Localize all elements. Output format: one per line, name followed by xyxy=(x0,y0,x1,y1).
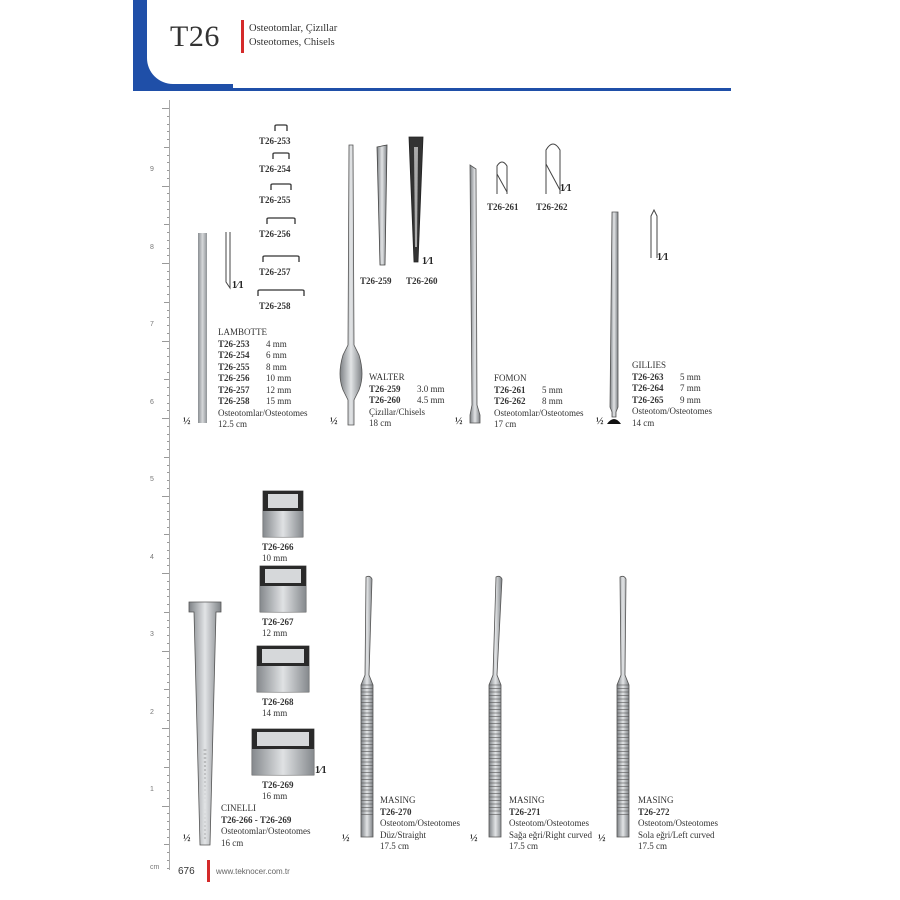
walter-row xyxy=(369,384,445,396)
scale-half-masing: ½ xyxy=(470,833,478,844)
masing-type: Osteotom/Osteotomes xyxy=(638,818,718,828)
cinelli-code: T26-266 - T26-269 xyxy=(221,814,292,825)
lambotte-row-size: 15 mm xyxy=(266,396,292,406)
lambotte-row-size: 4 mm xyxy=(266,338,287,349)
lambotte-length: 12.5 cm xyxy=(218,419,247,429)
ruler-number: 2 xyxy=(150,708,154,716)
ruler-number: 8 xyxy=(150,243,154,251)
cinelli-length: 16 cm xyxy=(221,837,244,848)
scale-one-lambotte: 1⁄1 xyxy=(232,280,244,291)
subtitle-en: Osteotomes, Chisels xyxy=(249,37,335,48)
masing-code: T26-270 xyxy=(380,806,412,817)
masing-label xyxy=(380,795,460,853)
lambotte-row-size: 10 mm xyxy=(266,373,292,383)
ruler-number: 7 xyxy=(150,321,154,328)
lambotte-row xyxy=(218,350,308,362)
ruler-number: 6 xyxy=(150,398,154,406)
page-title: T26 xyxy=(170,20,220,53)
masing-code: T26-272 xyxy=(638,806,670,817)
masing-instrument-271 xyxy=(488,575,508,845)
lambotte-tip-257 xyxy=(261,255,301,263)
walter-type: Çizıllar/Chisels xyxy=(369,406,425,417)
footer-url[interactable]: www.teknocer.com.tr xyxy=(216,867,290,876)
walter-label xyxy=(369,372,445,430)
ruler-number: 9 xyxy=(150,166,154,173)
lambotte-row xyxy=(218,385,308,397)
cinelli-label xyxy=(221,803,311,849)
lambotte-row-code: T26-256 xyxy=(218,373,250,383)
fomon-instrument xyxy=(466,165,486,427)
header-rule xyxy=(133,88,731,91)
cinelli-tip-size: 16 mm xyxy=(262,791,288,801)
fomon-row xyxy=(494,396,584,408)
lambotte-row-size: 8 mm xyxy=(266,361,287,372)
title-divider xyxy=(241,20,244,53)
masing-label xyxy=(509,795,592,853)
cinelli-tip-size: 10 mm xyxy=(262,553,288,563)
gillies-name: GILLIES xyxy=(632,360,666,370)
scale-half-masing: ½ xyxy=(598,833,606,844)
cinelli-tip-code: T26-268 xyxy=(262,697,294,707)
gillies-row-code: T26-263 xyxy=(632,371,664,382)
ruler-number: cm xyxy=(150,863,160,871)
gillies-row-size: 9 mm xyxy=(680,394,701,405)
cinelli-tip-code: T26-266 xyxy=(262,542,294,552)
masing-type: Osteotom/Osteotomes xyxy=(509,818,589,828)
walter-row xyxy=(369,395,445,407)
cinelli-tip-269 xyxy=(251,728,315,776)
masing-name: MASING xyxy=(638,795,674,805)
fomon-row-size: 8 mm xyxy=(542,396,563,406)
lambotte-tip-code: T26-256 xyxy=(259,229,291,239)
cinelli-tip-code: T26-267 xyxy=(262,617,294,627)
gillies-row-code: T26-265 xyxy=(632,394,664,405)
scale-half-cinelli: ½ xyxy=(183,833,191,844)
cinelli-tip-268 xyxy=(256,645,310,693)
gillies-row-size: 7 mm xyxy=(680,383,701,393)
masing-variant: Sola eğri/Left curved xyxy=(638,829,715,840)
lambotte-tip-253 xyxy=(273,124,289,132)
walter-tip-260 xyxy=(407,137,425,267)
lambotte-row xyxy=(218,396,308,408)
fomon-length: 17 cm xyxy=(494,419,517,429)
gillies-row xyxy=(632,383,712,395)
walter-name: WALTER xyxy=(369,372,405,382)
walter-tip-code-259: T26-259 xyxy=(360,276,392,286)
lambotte-row xyxy=(218,373,308,385)
scale-half-walter: ½ xyxy=(330,416,338,427)
masing-instrument-272 xyxy=(616,575,636,845)
walter-row-code: T26-260 xyxy=(369,395,401,405)
cinelli-name: CINELLI xyxy=(221,803,256,813)
gillies-length: 14 cm xyxy=(632,417,655,428)
cinelli-tip-size: 14 mm xyxy=(262,708,288,718)
gillies-row-code: T26-264 xyxy=(632,383,664,393)
lambotte-row-code: T26-253 xyxy=(218,338,250,349)
lambotte-row xyxy=(218,362,308,374)
masing-instrument-270 xyxy=(360,575,380,845)
masing-length: 17.5 cm xyxy=(638,841,667,851)
scale-half-gillies: ½ xyxy=(596,416,604,427)
page-number: 676 xyxy=(178,866,195,877)
lambotte-tip-254 xyxy=(271,152,291,160)
footer-divider xyxy=(207,860,210,882)
subtitle-tr: Osteotomlar, Çizıllar xyxy=(249,23,338,34)
cinelli-tip-266 xyxy=(262,490,304,538)
lambotte-tip-code: T26-254 xyxy=(259,164,291,174)
masing-length: 17.5 cm xyxy=(380,841,409,851)
gillies-label xyxy=(632,360,712,429)
lambotte-row-code: T26-254 xyxy=(218,350,250,360)
gillies-row xyxy=(632,395,712,407)
fomon-type: Osteotomlar/Osteotomes xyxy=(494,407,584,418)
ruler-number: 1 xyxy=(150,786,154,793)
walter-row-size: 3.0 mm xyxy=(417,383,445,394)
scale-half-lambotte: ½ xyxy=(183,416,191,427)
lambotte-row-code: T26-258 xyxy=(218,396,250,406)
scale-one-fomon: 1⁄1 xyxy=(560,183,572,194)
lambotte-row-code: T26-255 xyxy=(218,361,250,372)
scale-one-walter: 1⁄1 xyxy=(422,256,434,267)
masing-variant: Sağa eğri/Right curved xyxy=(509,829,592,840)
ruler-number: 3 xyxy=(150,631,154,638)
cinelli-type: Osteotomlar/Osteotomes xyxy=(221,826,311,836)
fomon-tip-code-262: T26-262 xyxy=(536,202,568,212)
cinelli-tip-size: 12 mm xyxy=(262,628,288,638)
masing-label xyxy=(638,795,718,853)
fomon-tip-261 xyxy=(495,160,509,196)
lambotte-row xyxy=(218,339,308,351)
masing-name: MASING xyxy=(509,795,545,805)
cinelli-tip-code: T26-269 xyxy=(262,780,294,790)
lambotte-tip-256 xyxy=(265,217,297,225)
walter-tip-code-260: T26-260 xyxy=(406,276,438,286)
masing-variant: Düz/Straight xyxy=(380,829,426,840)
lambotte-name: LAMBOTTE xyxy=(218,327,267,337)
masing-type: Osteotom/Osteotomes xyxy=(380,818,460,828)
masing-name: MASING xyxy=(380,795,416,805)
fomon-row xyxy=(494,385,584,397)
header-panel xyxy=(147,0,747,84)
lambotte-label xyxy=(218,327,308,431)
lambotte-tip-code: T26-255 xyxy=(259,195,291,205)
lambotte-instrument xyxy=(198,233,207,423)
lambotte-type: Osteotomlar/Osteotomes xyxy=(218,407,308,418)
ruler-edge xyxy=(169,100,170,870)
lambotte-row-size: 12 mm xyxy=(266,384,292,395)
cinelli-instrument xyxy=(188,600,224,850)
fomon-label xyxy=(494,373,584,431)
fomon-row-code: T26-261 xyxy=(494,384,526,395)
scale-one-gillies: 1⁄1 xyxy=(657,252,669,263)
lambotte-row-code: T26-257 xyxy=(218,384,250,395)
gillies-instrument xyxy=(603,212,633,427)
gillies-row xyxy=(632,372,712,384)
walter-row-size: 4.5 mm xyxy=(417,395,445,405)
cinelli-tip-267 xyxy=(259,565,307,613)
scale-half-fomon: ½ xyxy=(455,416,463,427)
cm-ruler xyxy=(150,100,170,870)
fomon-row-size: 5 mm xyxy=(542,384,563,395)
gillies-row-size: 5 mm xyxy=(680,371,701,382)
fomon-row-code: T26-262 xyxy=(494,396,526,406)
masing-length: 17.5 cm xyxy=(509,841,538,851)
lambotte-tip-code: T26-258 xyxy=(259,301,291,311)
fomon-tip-code-261: T26-261 xyxy=(487,202,519,212)
lambotte-tip-255 xyxy=(269,183,293,191)
ruler-number: 5 xyxy=(150,476,154,483)
lambotte-tip-code: T26-257 xyxy=(259,267,291,277)
lambotte-tip-258 xyxy=(256,289,306,297)
ruler-number: 4 xyxy=(150,553,154,561)
scale-half-masing: ½ xyxy=(342,833,350,844)
lambotte-tip-code: T26-253 xyxy=(259,136,291,146)
lambotte-row-size: 6 mm xyxy=(266,350,287,360)
fomon-name: FOMON xyxy=(494,373,527,383)
walter-row-code: T26-259 xyxy=(369,383,401,394)
walter-length: 18 cm xyxy=(369,418,392,428)
masing-code: T26-271 xyxy=(509,806,541,817)
scale-one-cinelli: 1⁄1 xyxy=(315,765,327,776)
gillies-type: Osteotom/Osteotomes xyxy=(632,406,712,416)
walter-tip-259 xyxy=(375,145,389,270)
